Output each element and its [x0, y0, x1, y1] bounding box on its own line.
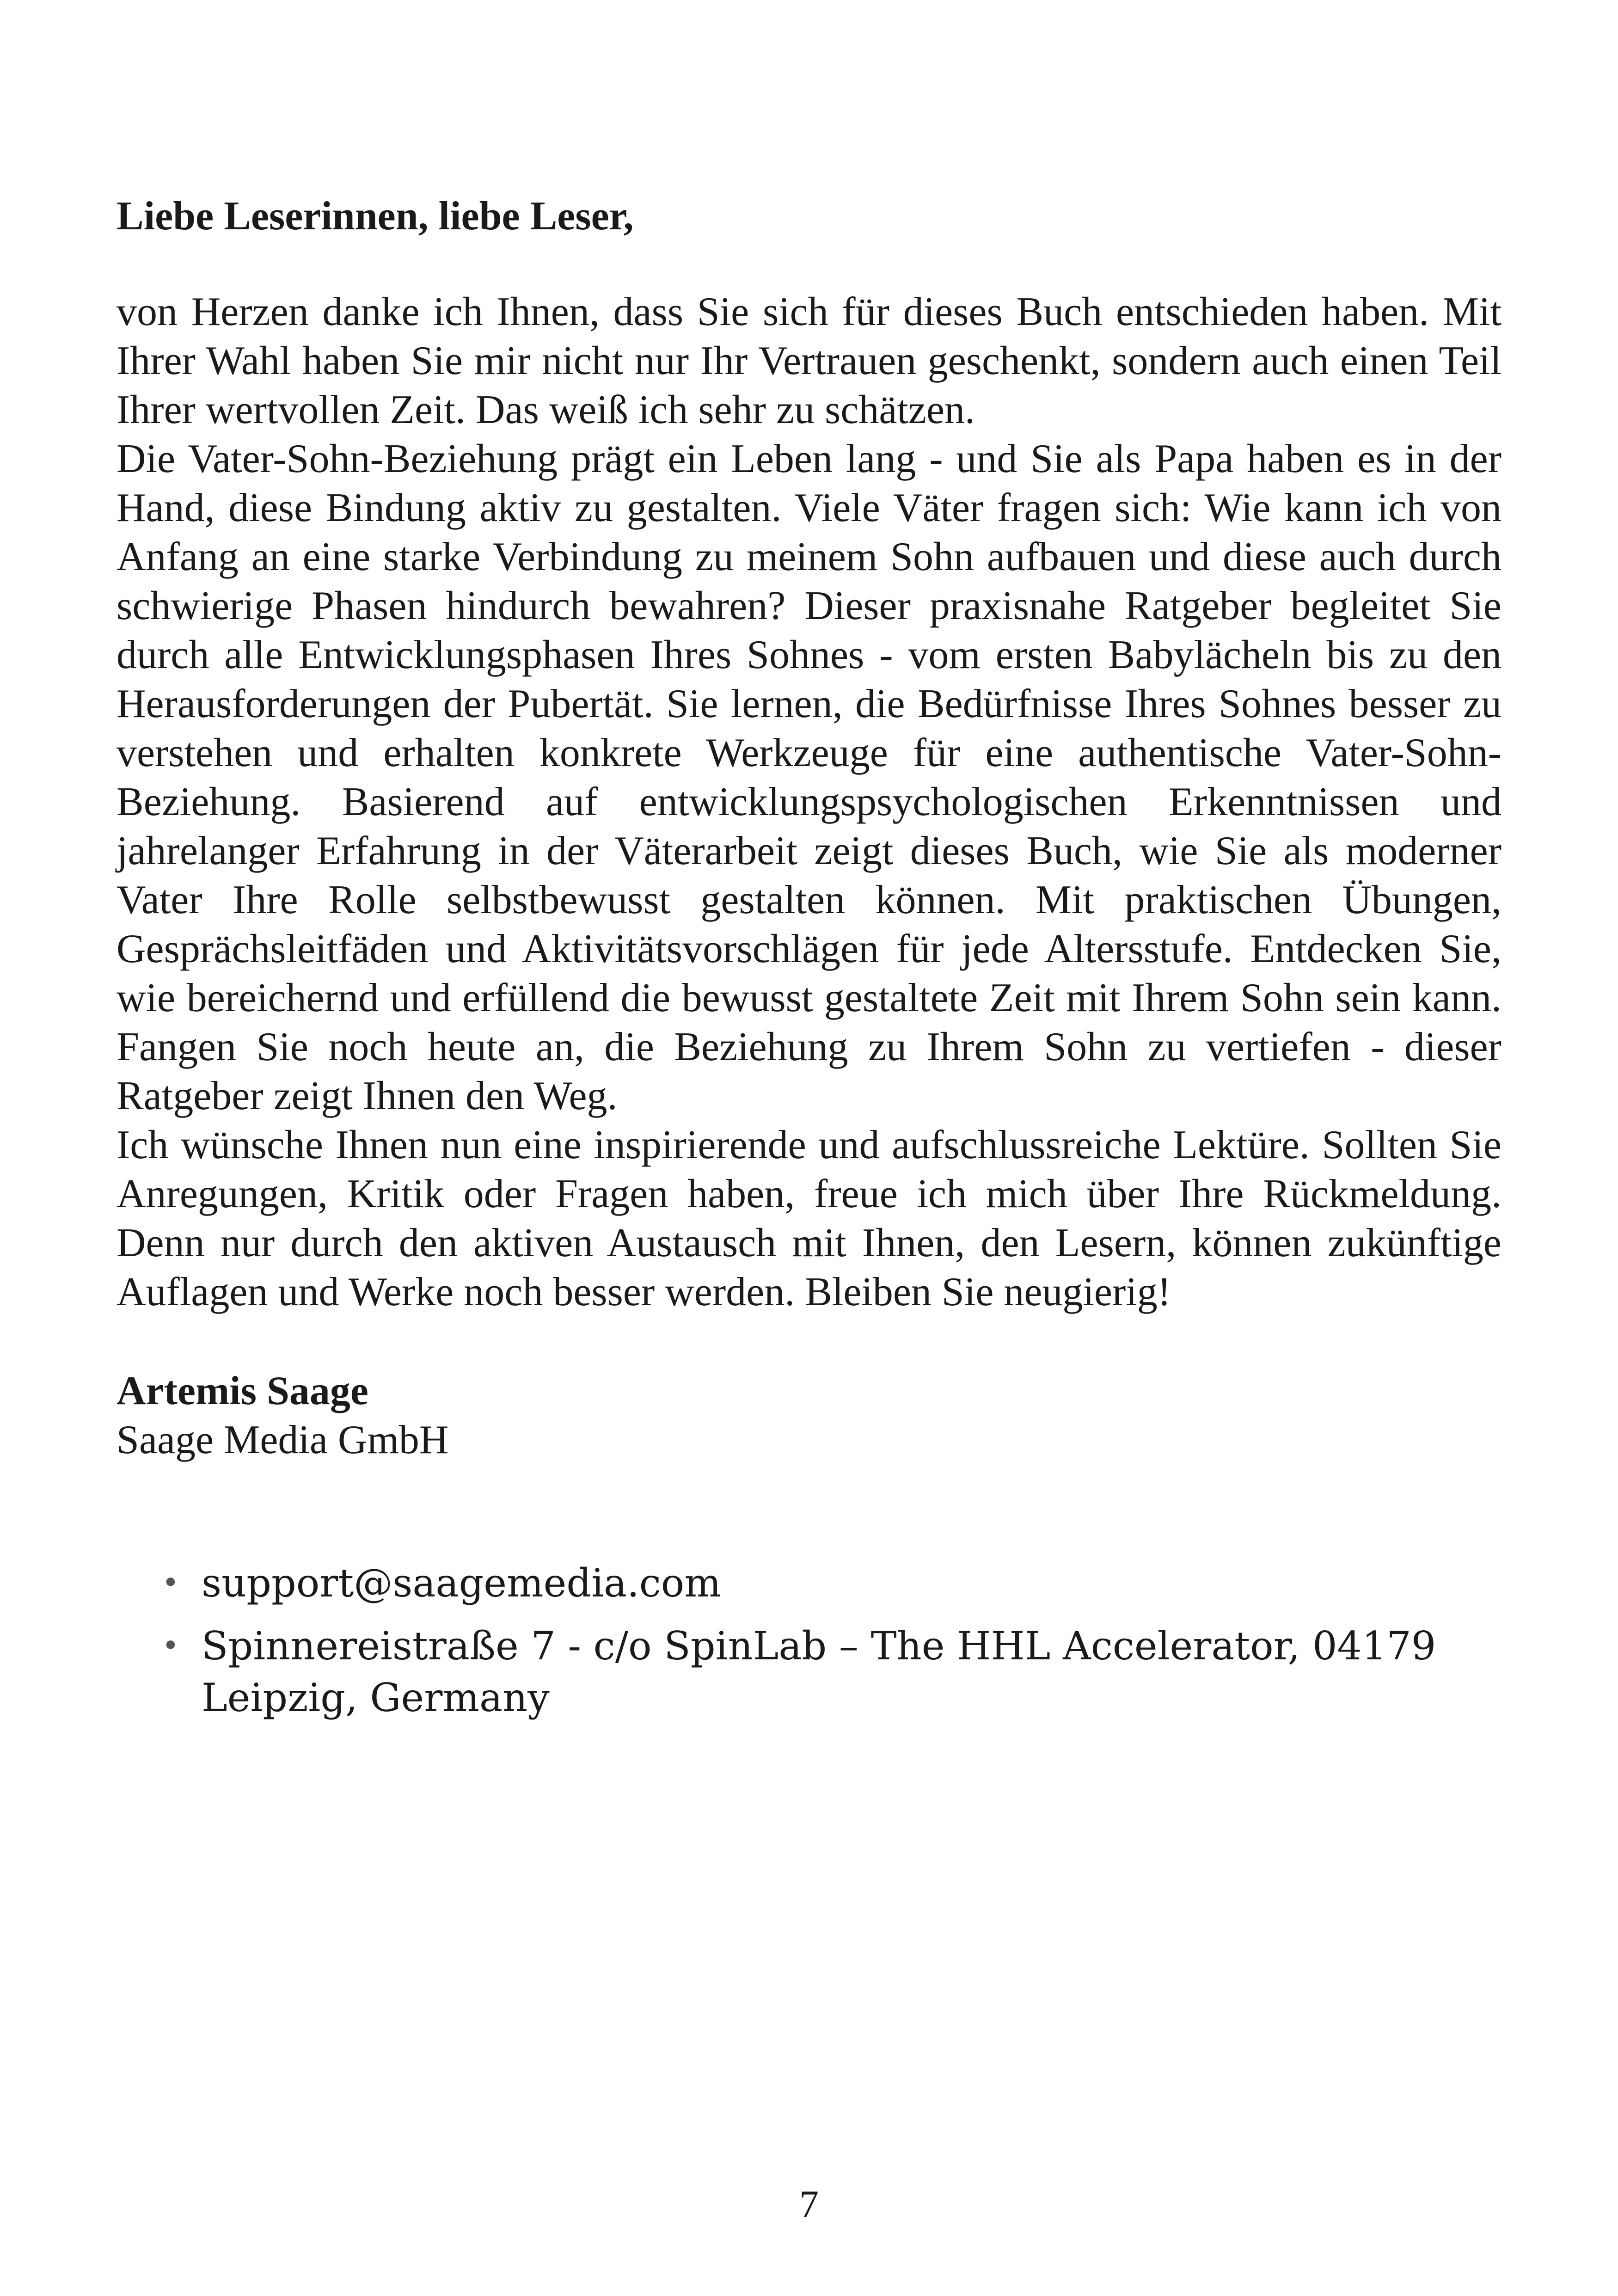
paragraph-thanks: von Herzen danke ich Ihnen, dass Sie sich für dieses Buch entschieden haben. Mit Ihrer Wahl haben Sie mir nicht nur Ihr Vertrauen geschenkt, sondern auch einen Teil Ihrer wertvollen Zeit. Das weiß ich sehr zu schätzen.: [116, 289, 1502, 432]
paragraph-closing: Ich wünsche Ihnen nun eine inspirierende und aufschlussreiche Lektüre. Sollten Sie Anregungen, Kritik oder Fragen haben, freue ich mich über Ihre Rückmeldung. Denn nur durch den aktiven Austausch mit Ihnen, den Lesern, können zukünftige Auflagen und Werke noch besser werden. Bleiben Sie neugierig!: [116, 1123, 1502, 1314]
address-text: Spinnereistraße 7 - c/o SpinLab – The HHL Accelerator, 04179 Leipzig, Germany: [202, 1623, 1436, 1720]
contact-address: [116, 1620, 1570, 1724]
contact-email: [116, 1557, 1570, 1609]
bullet-icon: •: [162, 1566, 179, 1600]
bullet-icon: •: [162, 1629, 179, 1663]
author-name: Artemis Saage: [116, 1369, 368, 1413]
page-number: 7: [799, 2183, 819, 2226]
email-text: support@saagemedia.com: [202, 1560, 722, 1606]
contact-list: [116, 1557, 1502, 1724]
company-name: Saage Media GmbH: [116, 1418, 449, 1462]
salutation: Liebe Leserinnen, liebe Leser,: [116, 194, 634, 239]
letter-body: [116, 288, 1502, 1317]
signature-block: [116, 1367, 1502, 1465]
paragraph-book-summary: Die Vater-Sohn-Beziehung prägt ein Leben lang - und Sie als Papa haben es in der Hand, diese Bindung aktiv zu gestalten. Viele Väter fragen sich: Wie kann ich von Anfang an eine starke Verbindung zu meinem Sohn aufbauen und diese auch durch schwierige Phasen hindurch bewahren? Dieser praxisnahe Ratgeber begleitet Sie durch alle Entwicklungsphasen Ihres Sohnes - vom ersten Babylächeln bis zu den Herausforderungen der Pubertät. Sie lernen, die Bedürfnisse Ihres Sohnes besser zu verstehen und erhalten konkrete Werkzeuge für eine authentische Vater-Sohn-Beziehung. Basierend auf entwicklungspsychologischen Erkenntnissen und jahrelanger Erfahrung in der Väterarbeit zeigt dieses Buch, wie Sie als moderner Vater Ihre Rolle selbstbewusst gestalten können. Mit praktischen Übungen, Gesprächsleitfäden und Aktivitätsvorschlägen für jede Altersstufe. Entdecken Sie, wie bereichernd und erfüllend die bewusst gestaltete Zeit mit Ihrem Sohn sein kann. Fangen Sie noch heute an, die Beziehung zu Ihrem Sohn zu vertiefen - dieser Ratgeber zeigt Ihnen den Weg.: [116, 436, 1502, 1118]
letter: [116, 193, 1502, 1735]
